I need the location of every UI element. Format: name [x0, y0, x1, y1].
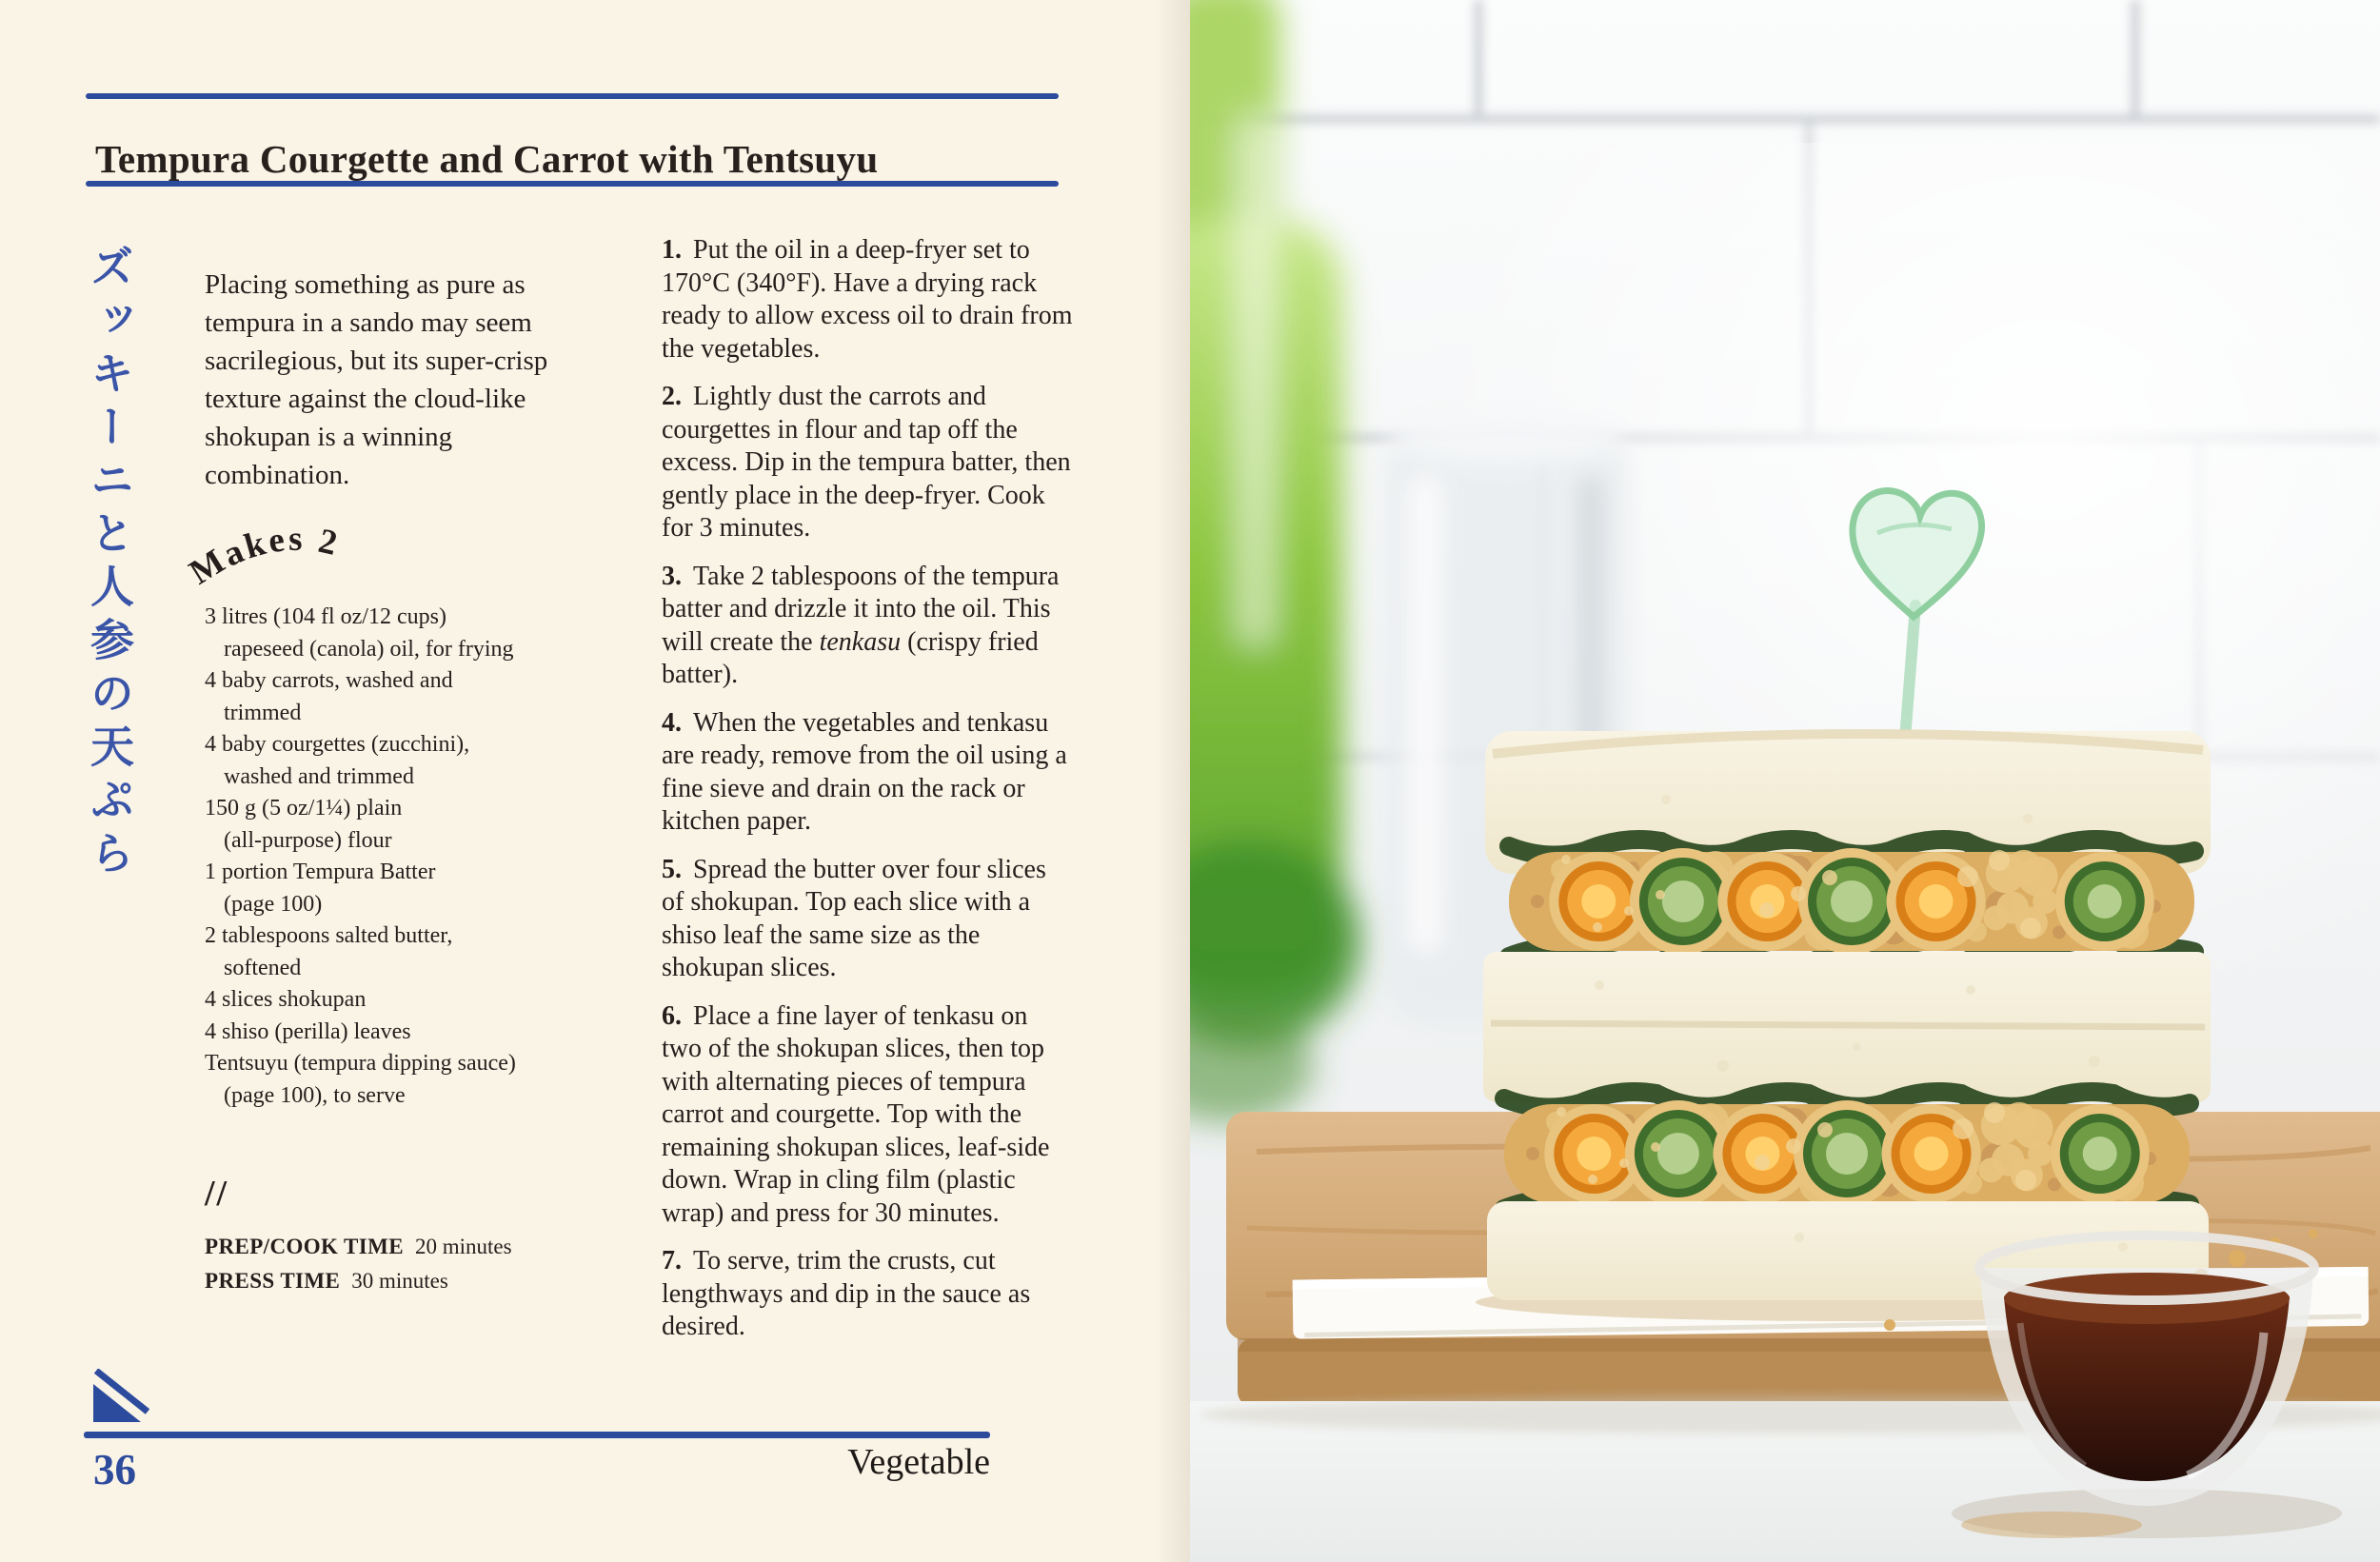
step-number: 1. [662, 235, 682, 265]
ingredient-line: 3 litres (104 fl oz/12 cups) [205, 604, 446, 629]
ingredients-list [205, 602, 516, 1112]
step-text: (crispy fried batter). [662, 626, 1039, 689]
method-step [662, 707, 1073, 839]
method-step [662, 1000, 1073, 1231]
method-step [662, 1245, 1073, 1344]
time-label: PRESS TIME [205, 1269, 341, 1293]
step-number: 3. [662, 561, 682, 591]
ingredient-line: washed and trimmed [224, 763, 414, 789]
ingredient-line: 2 tablespoons salted butter, [205, 923, 453, 948]
ingredient-line: (all-purpose) flour [224, 827, 392, 853]
step-number: 4. [662, 707, 682, 738]
step-text: Spread the butter over four slices of shokupan. Top each slice with a shiso leaf the same size as the shokupan slices. [662, 854, 1046, 982]
japanese-vertical-title: ズッキーニと人参の天ぷら [84, 244, 135, 883]
time-row [205, 1230, 512, 1264]
ingredient-line: (page 100) [224, 891, 323, 917]
yield-arc-text [183, 506, 421, 605]
ingredient-line: 4 baby courgettes (zucchini), [205, 732, 470, 757]
step-number: 2. [662, 382, 682, 411]
footer-rule [84, 1432, 990, 1438]
step-text: tenkasu [819, 626, 902, 657]
step-number: 6. [662, 1000, 682, 1031]
step-text: Lightly dust the carrots and courgettes in flour and tap off the excess. Dip in the tempura batter, then gently place in the deep-fryer. Cook for 3 minutes. [662, 382, 1071, 543]
step-text: When the vegetables and tenkasu are ready, remove from the oil using a fine sieve and drain on the rack or kitchen paper. [662, 707, 1067, 836]
ingredient-line: 150 g (5 oz/1¼) plain [205, 796, 403, 821]
step-number: 7. [662, 1246, 682, 1275]
method-step [662, 561, 1073, 692]
svg-text:Makes 2: Makes 2 [183, 519, 344, 593]
title-rule-top [86, 93, 1059, 99]
photo-scene [1190, 0, 2380, 1562]
divider-slashes: // [205, 1174, 229, 1214]
step-text: Put the oil in a deep-fryer set to 170°C (340°F). Have a drying rack ready to allow excess oil to drain from the vegetables. [662, 235, 1073, 364]
method-steps [662, 234, 1073, 1359]
folded-sando-corner-icon [93, 1369, 150, 1422]
ingredient-line: rapeseed (canola) oil, for frying [224, 636, 514, 662]
ingredient-line: softened [224, 955, 302, 980]
food-photo [1190, 0, 2380, 1562]
chapter-label: Vegetable [847, 1442, 990, 1482]
ingredient-line: 4 baby carrots, washed and [205, 668, 453, 693]
filling-band [1509, 840, 2194, 963]
method-step [662, 381, 1073, 545]
filling-band [1504, 1092, 2190, 1216]
time-value: 30 minutes [351, 1269, 448, 1293]
ingredient-line: 4 slices shokupan [205, 987, 367, 1012]
recipe-title: Tempura Courgette and Carrot with Tentsuyu [95, 137, 879, 182]
step-number: 5. [662, 854, 682, 884]
method-step [662, 234, 1073, 366]
ingredient-line: (page 100), to serve [224, 1082, 406, 1108]
book-gutter-shadow [1154, 0, 1190, 1562]
ingredient-line: 4 shiso (perilla) leaves [205, 1018, 411, 1044]
method-step [662, 854, 1073, 985]
time-row [205, 1264, 512, 1298]
time-label: PREP/COOK TIME [205, 1235, 404, 1258]
page-number: 36 [93, 1446, 136, 1493]
ingredient-line: trimmed [224, 700, 302, 725]
ingredient-line: Tentsuyu (tempura dipping sauce) [205, 1051, 516, 1076]
step-text: Place a fine layer of tenkasu on two of the shokupan slices, then top with alternating pieces of tempura carrot and courgette. Top with the remaining shokupan slices, leaf-side down. Wrap in cling film (plastic wrap) and press for 30 minutes. [662, 1000, 1050, 1228]
step-text: Take 2 tablespoons of the tempura batter and drizzle it into the oil. This will create the [662, 561, 1060, 657]
step-text: To serve, trim the crusts, cut lengthways and dip in the sauce as desired. [662, 1246, 1031, 1341]
ingredient-line: 1 portion Tempura Batter [205, 860, 436, 884]
title-rule-bottom [86, 181, 1059, 187]
time-info [205, 1230, 512, 1298]
time-value: 20 minutes [415, 1235, 512, 1258]
recipe-intro: Placing something as pure as tempura in a sando may seem sacrilegious, but its super-crisp texture against the cloud-like shokupan is a winning combination. [205, 269, 548, 490]
